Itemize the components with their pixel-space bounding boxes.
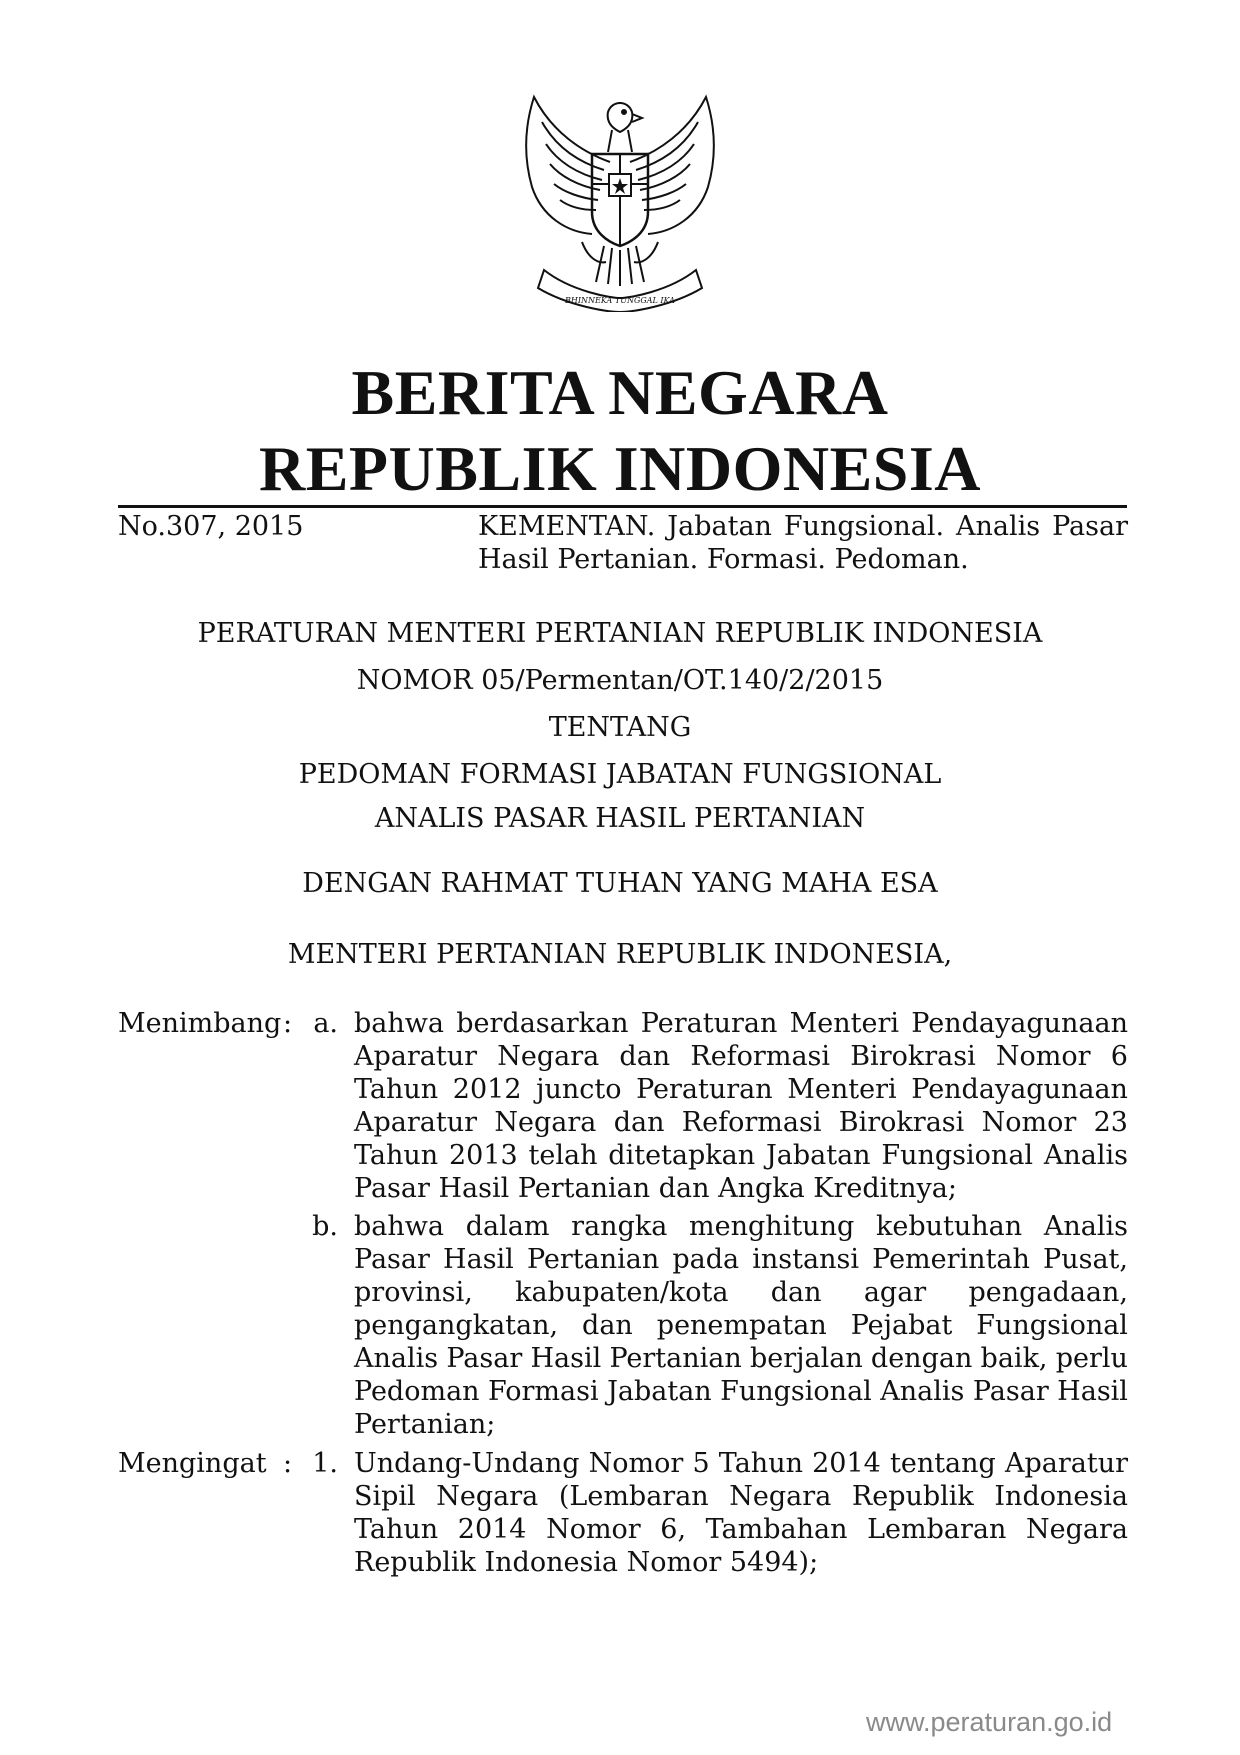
text-line: Tahun 2014 Nomor 6, Tambahan Lembaran Negara	[354, 1514, 1128, 1545]
mengingat-item-1-mark: 1.	[312, 1448, 338, 1479]
text-line: Pertanian;	[354, 1409, 496, 1440]
mengingat-colon: :	[283, 1448, 293, 1479]
regulation-title: PERATURAN MENTERI PERTANIAN REPUBLIK INDONESIA	[197, 618, 1043, 649]
subject-word: Analis	[956, 511, 1041, 542]
footer-url: www.peraturan.go.id	[866, 1707, 1113, 1737]
text-line: Pasar Hasil Pertanian pada instansi Pemerintah Pusat,	[354, 1244, 1128, 1275]
invocation: DENGAN RAHMAT TUHAN YANG MAHA ESA	[302, 868, 938, 899]
subject-line-2: Hasil Pertanian. Formasi. Pedoman.	[478, 544, 969, 575]
text-line: Pedoman Formasi Jabatan Fungsional Analis Pasar Hasil	[354, 1376, 1128, 1407]
subject-word: Jabatan	[667, 511, 772, 542]
regulation-subject-2: ANALIS PASAR HASIL PERTANIAN	[374, 803, 866, 834]
text-line: Aparatur Negara dan Reformasi Birokrasi Nomor 6	[354, 1041, 1128, 1072]
masthead-title-line1: BERITA NEGARA	[351, 357, 889, 428]
menimbang-label: Menimbang	[118, 1008, 282, 1039]
subject-word: Pasar	[1052, 511, 1128, 542]
menimbang-colon: :	[283, 1008, 293, 1039]
document-subject	[478, 510, 1128, 576]
regulation-subject-1: PEDOMAN FORMASI JABATAN FUNGSIONAL	[298, 759, 942, 790]
menimbang-item-b-mark: b.	[312, 1211, 338, 1242]
text-line: Undang-Undang Nomor 5 Tahun 2014 tentang Aparatur	[354, 1448, 1128, 1479]
text-line: Analis Pasar Hasil Pertanian berjalan dengan baik, perlu	[354, 1343, 1128, 1374]
text-line: Sipil Negara (Lembaran Negara Republik Indonesia	[354, 1481, 1128, 1512]
menimbang-item-b	[354, 1210, 1128, 1441]
subject-line-1	[478, 510, 1128, 543]
menimbang-item-a	[354, 1007, 1128, 1205]
tentang-label: TENTANG	[548, 712, 692, 743]
mengingat-item-1	[354, 1447, 1128, 1579]
text-line: Aparatur Negara dan Reformasi Birokrasi Nomor 23	[354, 1107, 1128, 1138]
document-number: No.307, 2015	[118, 511, 304, 542]
text-line: provinsi, kabupaten/kota dan agar pengadaan,	[354, 1277, 1128, 1308]
text-line: bahwa dalam rangka menghitung kebutuhan Analis	[354, 1211, 1128, 1242]
mengingat-label: Mengingat	[118, 1448, 267, 1479]
text-line: pengangkatan, dan penempatan Pejabat Fungsional	[354, 1310, 1128, 1341]
text-line: Republik Indonesia Nomor 5494);	[354, 1547, 819, 1578]
text-line: Pasar Hasil Pertanian dan Angka Kreditnya;	[354, 1173, 957, 1204]
menimbang-item-a-mark: a.	[313, 1008, 338, 1039]
text-line: Tahun 2012 juncto Peraturan Menteri Pendayagunaan	[354, 1074, 1128, 1105]
masthead-title-line2: REPUBLIK INDONESIA	[258, 433, 982, 504]
regulation-number: NOMOR 05/Permentan/OT.140/2/2015	[356, 665, 884, 696]
text-line: Tahun 2013 telah ditetapkan Jabatan Fungsional Analis	[354, 1140, 1128, 1171]
subject-word: KEMENTAN.	[478, 511, 656, 542]
garuda-emblem-icon	[512, 92, 728, 312]
minister-title: MENTERI PERTANIAN REPUBLIK INDONESIA,	[287, 939, 953, 970]
text-line: bahwa berdasarkan Peraturan Menteri Pendayagunaan	[354, 1008, 1128, 1039]
masthead-divider	[118, 505, 1127, 508]
subject-word: Fungsional.	[783, 511, 945, 542]
emblem-motto: BHINNEKA TUNGGAL IKA	[565, 296, 675, 305]
